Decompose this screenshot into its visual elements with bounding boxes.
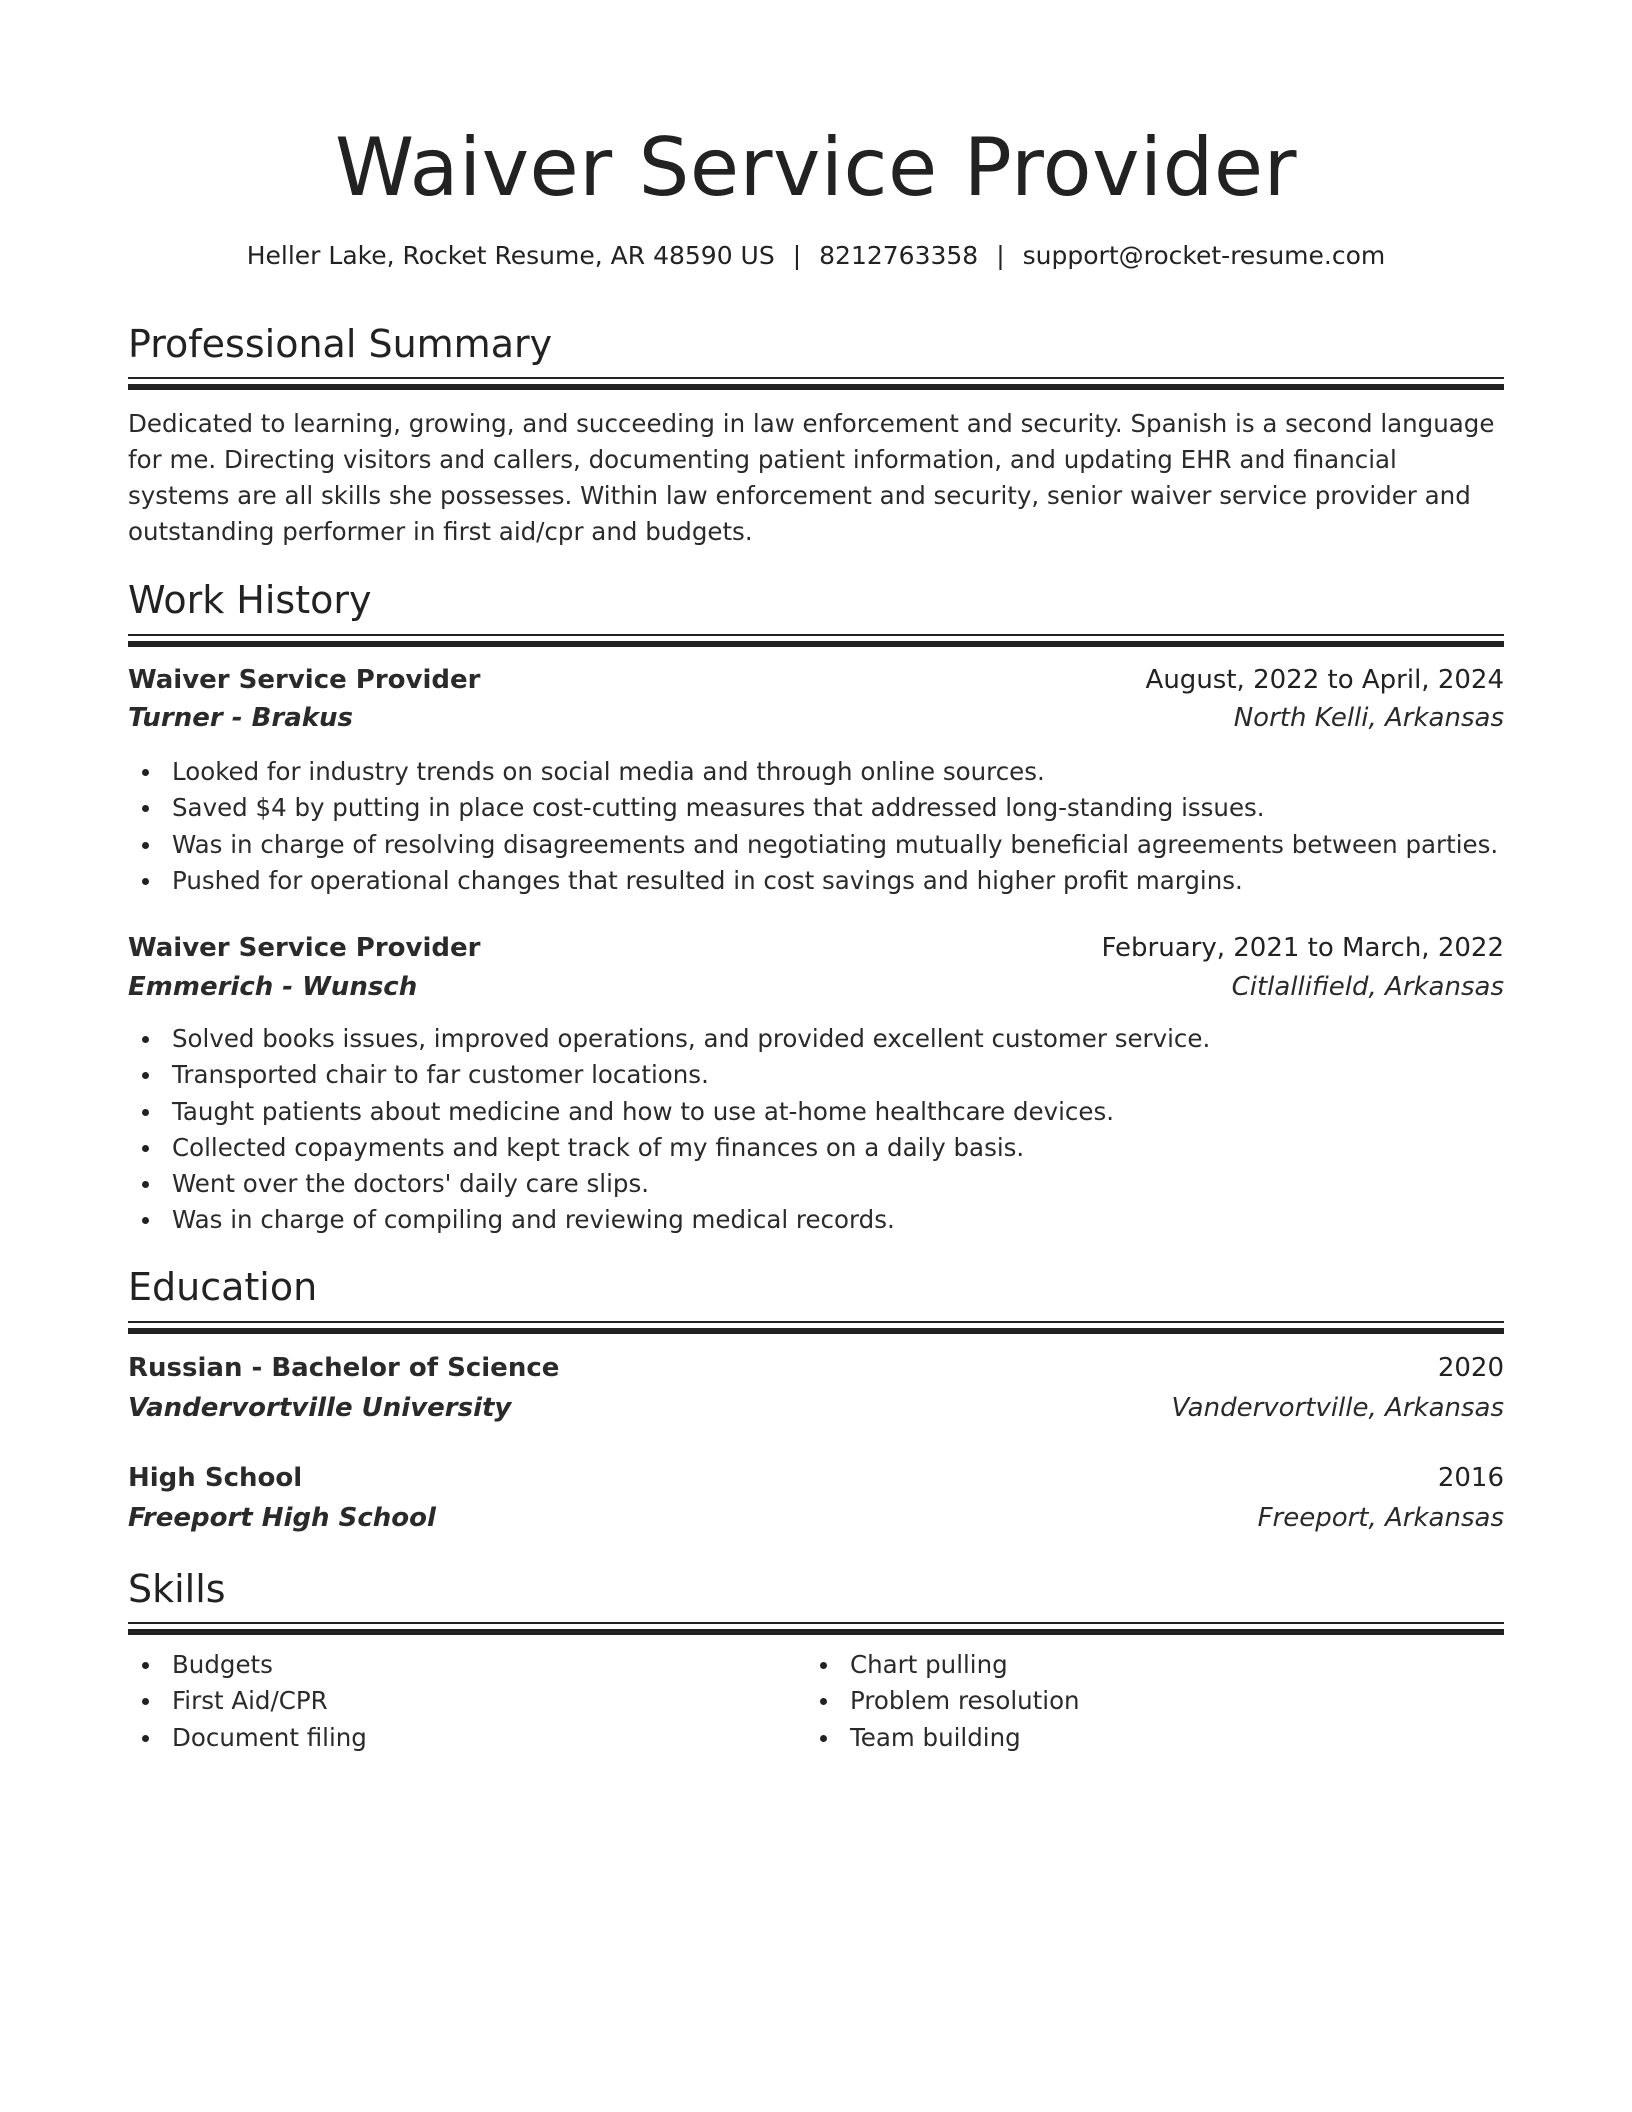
education-year: 2016 [1437, 1463, 1504, 1493]
education-location: Freeport, Arkansas [1257, 1503, 1504, 1533]
education-school: Freeport High School [128, 1503, 436, 1533]
section-title-summary: Professional Summary [128, 322, 553, 366]
section-divider [128, 1321, 1504, 1334]
job-dates: August, 2022 to April, 2024 [1145, 665, 1504, 695]
list-item: Was in charge of resolving disagreements and negotiating mutually beneficial agreements between parties. [128, 827, 1504, 863]
section-title-work: Work History [128, 578, 372, 622]
contact-email: support@rocket-resume.com [1022, 241, 1386, 270]
list-item: Saved $4 by putting in place cost-cutting measures that addressed long-standing issues. [128, 790, 1504, 826]
section-divider [128, 1622, 1504, 1635]
list-item: Budgets [128, 1647, 1504, 1683]
section-divider [128, 377, 1504, 390]
list-item: First Aid/CPR [128, 1683, 1504, 1719]
list-item: Solved books issues, improved operations, and provided excellent customer service. [128, 1021, 1504, 1057]
summary-text: Dedicated to learning, growing, and succeeding in law enforcement and security. Spanish is a second language for me. Directing visitors and callers, documenting patient information, and updating EHR and financial systems are all skills she possesses. Within law enforcement and security, senior waiver service provider and outstanding performer in first aid/cpr and budgets. [128, 409, 1495, 546]
list-item: Transported chair to far customer locations. [128, 1057, 1504, 1093]
job-location: Citlallifield, Arkansas [1231, 972, 1504, 1002]
skills-list-right [806, 1647, 1632, 1756]
list-item: Document filing [128, 1720, 1504, 1756]
job-company: Turner - Brakus [128, 703, 354, 733]
education-degree: High School [128, 1463, 303, 1493]
contact-separator: | [792, 241, 802, 270]
list-item: Collected copayments and kept track of my finances on a daily basis. [128, 1130, 1504, 1166]
job-bullets [128, 1021, 1504, 1239]
education-location: Vandervortville, Arkansas [1171, 1393, 1504, 1423]
job-position: Waiver Service Provider [128, 665, 481, 695]
list-item: Chart pulling [806, 1647, 1632, 1683]
list-item: Went over the doctors' daily care slips. [128, 1166, 1504, 1202]
job-dates: February, 2021 to March, 2022 [1101, 933, 1504, 963]
contact-separator: | [996, 241, 1005, 270]
education-degree: Russian - Bachelor of Science [128, 1353, 560, 1383]
list-item: Looked for industry trends on social media and through online sources. [128, 754, 1504, 790]
contact-address: Heller Lake, Rocket Resume, AR 48590 US [246, 241, 775, 270]
job-position: Waiver Service Provider [128, 933, 481, 963]
job-company: Emmerich - Wunsch [128, 972, 418, 1002]
list-item: Taught patients about medicine and how to use at-home healthcare devices. [128, 1094, 1504, 1130]
candidate-name: Waiver Service Provider [334, 121, 1298, 214]
list-item: Problem resolution [806, 1683, 1632, 1719]
section-title-skills: Skills [128, 1567, 226, 1611]
job-location: North Kelli, Arkansas [1233, 703, 1504, 733]
education-year: 2020 [1437, 1353, 1504, 1383]
list-item: Pushed for operational changes that resulted in cost savings and higher profit margins. [128, 863, 1504, 899]
list-item: Was in charge of compiling and reviewing medical records. [128, 1202, 1504, 1238]
list-item: Team building [806, 1720, 1632, 1756]
contact-phone: 8212763358 [819, 241, 979, 270]
section-title-education: Education [128, 1265, 318, 1309]
education-school: Vandervortville University [128, 1393, 512, 1423]
job-bullets [128, 754, 1504, 899]
section-divider [128, 634, 1504, 647]
contact-line [128, 238, 1504, 274]
